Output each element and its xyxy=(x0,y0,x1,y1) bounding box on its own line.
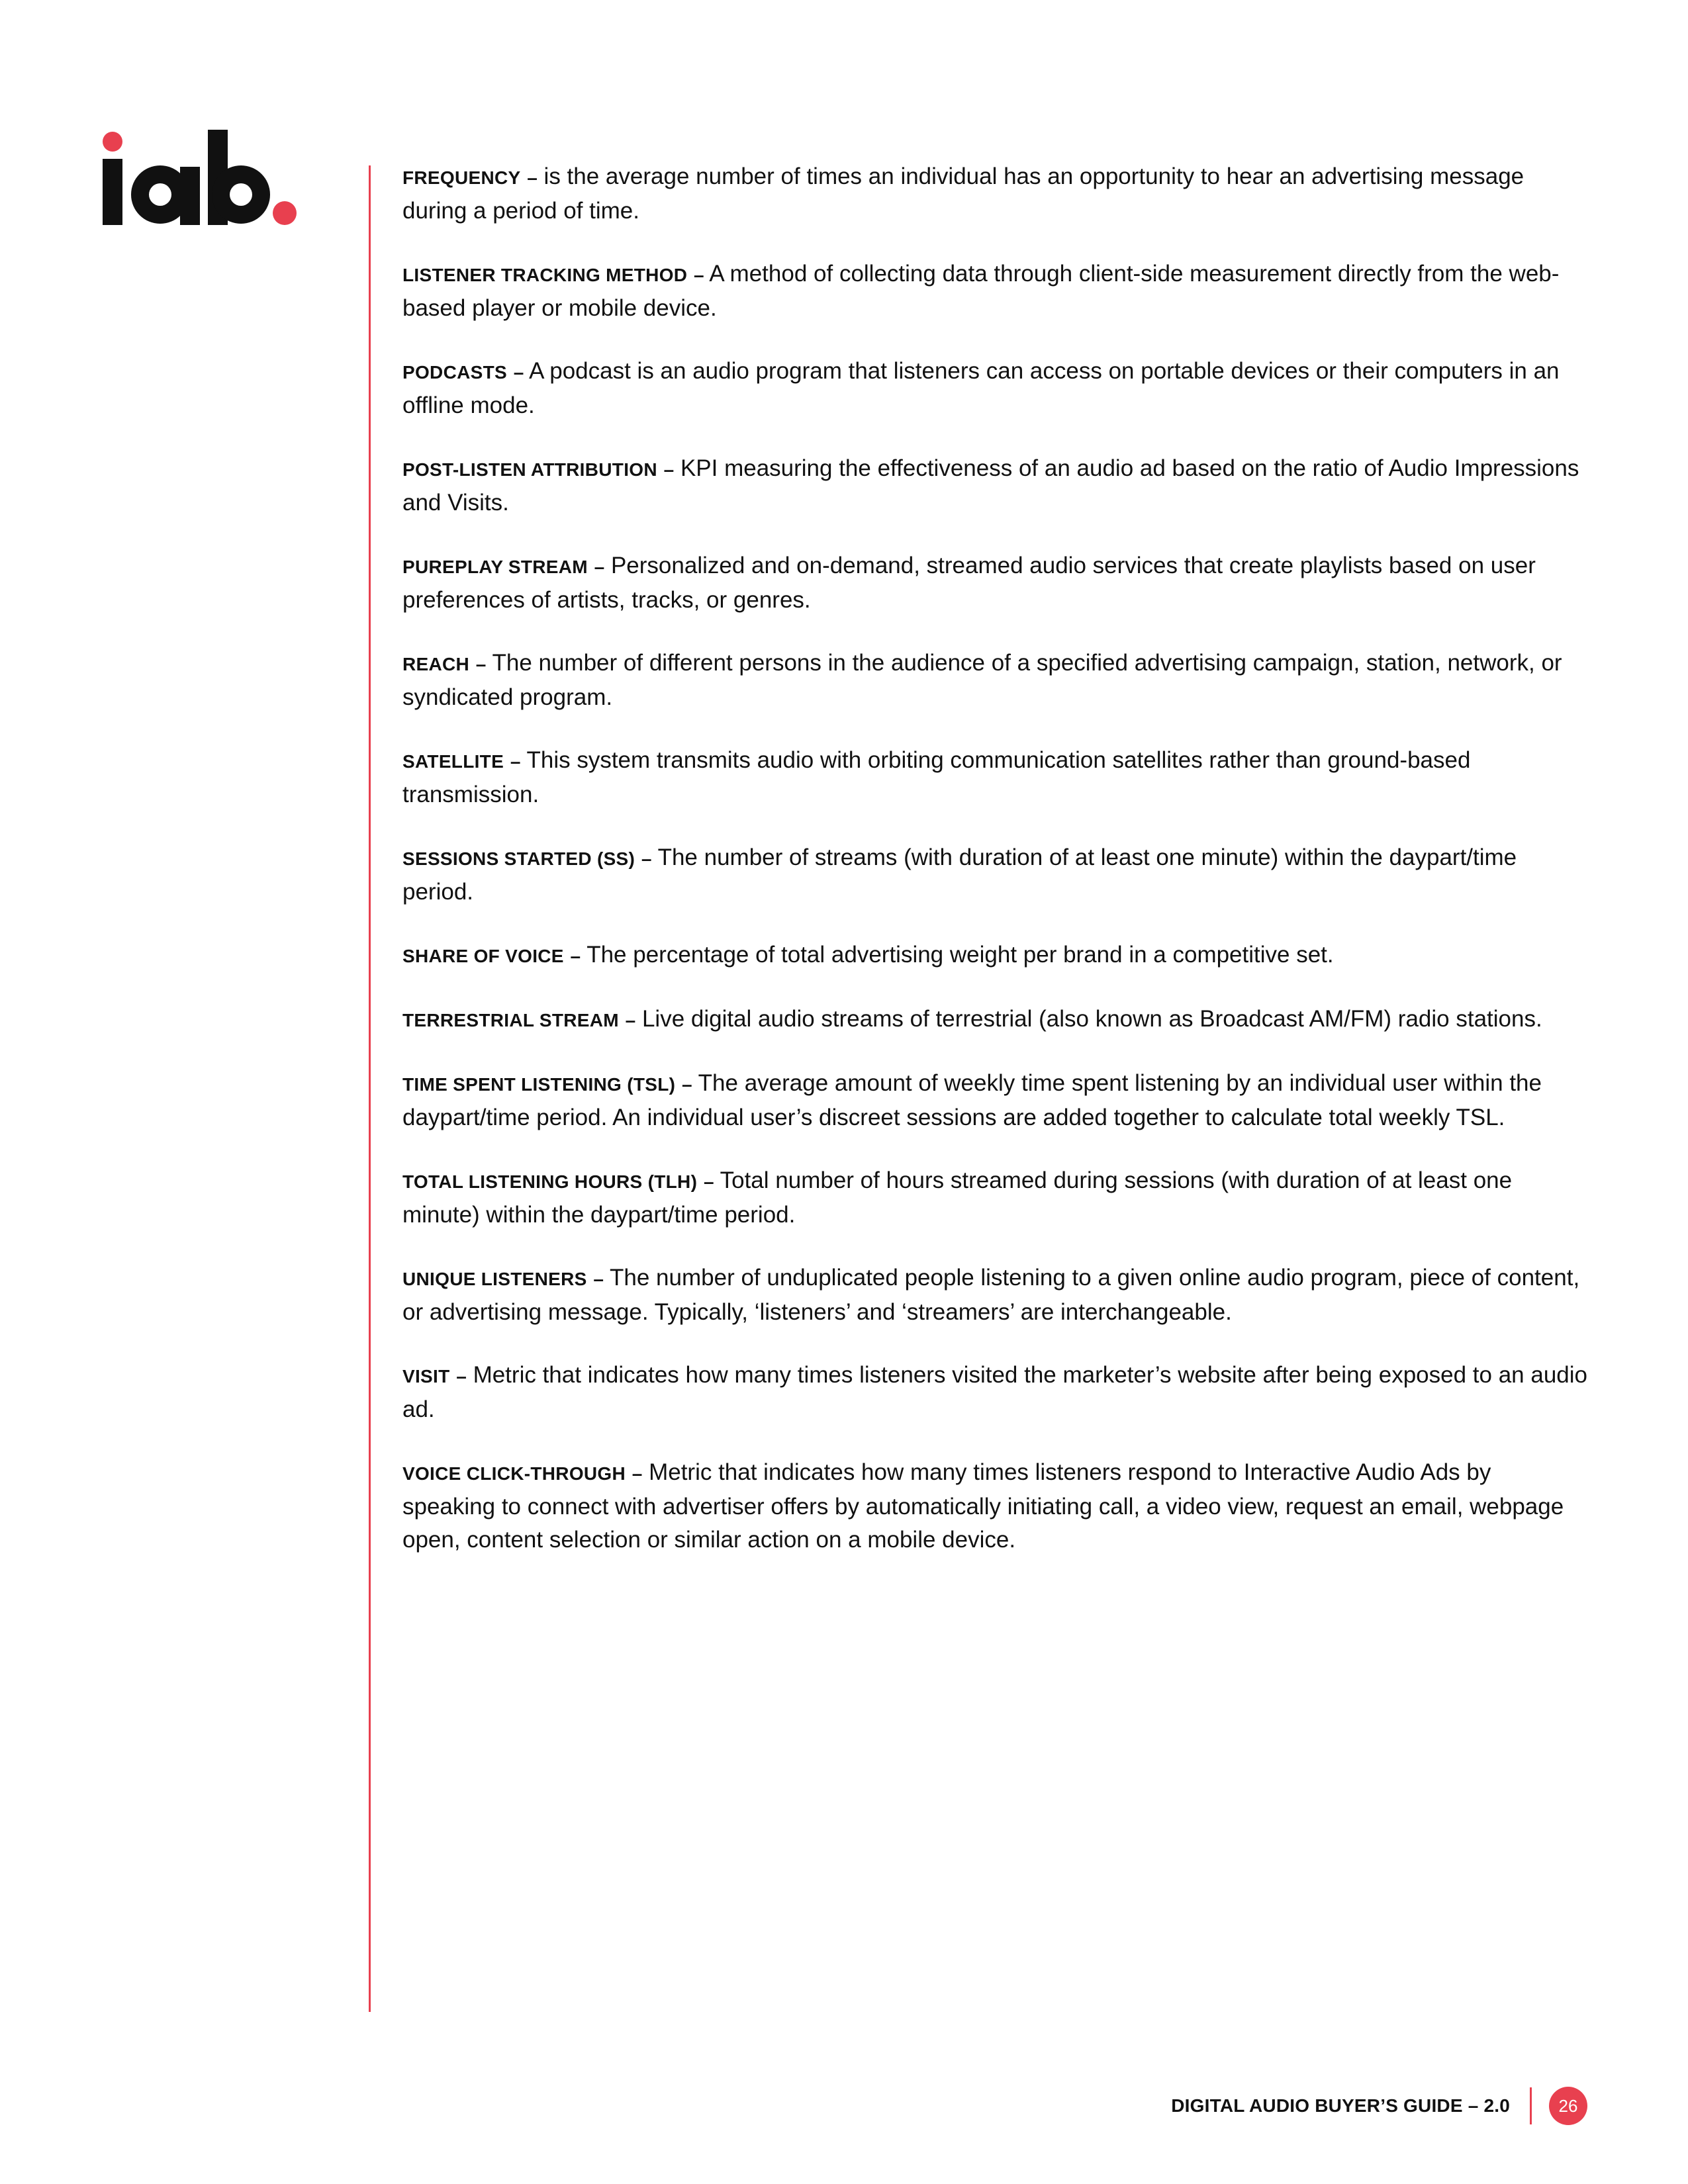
glossary-definition: The average amount of weekly time spent listening by an individual user within the daypart/time period. An individual user’s discreet sessions are added together to calculate total weekly TSL. xyxy=(402,1070,1542,1130)
term-separator: – xyxy=(456,1366,467,1387)
glossary-definition: A method of collecting data through client-side measurement directly from the web-based player or mobile device. xyxy=(402,261,1560,321)
glossary-definition: is the average number of times an individual has an opportunity to hear an advertising message during a period of time. xyxy=(402,163,1524,224)
glossary-definition: KPI measuring the effectiveness of an audio ad based on the ratio of Audio Impressions and Visits. xyxy=(402,455,1579,516)
glossary-entry xyxy=(402,355,1587,422)
glossary-definition: Live digital audio streams of terrestrial (also known as Broadcast AM/FM) radio stations. xyxy=(641,1006,1542,1032)
term-separator: – xyxy=(527,167,538,188)
glossary-term: VOICE CLICK-THROUGH xyxy=(402,1463,626,1484)
glossary-definition: Personalized and on-demand, streamed audio services that create playlists based on user preferences of artists, tracks, or genres. xyxy=(402,553,1536,613)
glossary-definition: Metric that indicates how many times listeners respond to Interactive Audio Ads by speaking to connect with advertiser offers by automatically initiating call, a video view, request an email, webpage open, content selection or similar action on a mobile device. xyxy=(402,1459,1564,1553)
glossary-entry xyxy=(402,1359,1587,1426)
term-separator: – xyxy=(625,1010,636,1030)
footer-divider xyxy=(1530,2087,1532,2124)
glossary-definition: The percentage of total advertising weight per brand in a competitive set. xyxy=(586,942,1334,968)
glossary-definition: The number of streams (with duration of at least one minute) within the daypart/time period. xyxy=(402,844,1517,905)
glossary-entry xyxy=(402,549,1587,617)
glossary-entry xyxy=(402,1261,1587,1329)
glossary-definition: Total number of hours streamed during sessions (with duration of at least one minute) within the daypart/time period. xyxy=(402,1167,1513,1228)
term-separator: – xyxy=(641,848,652,869)
term-separator: – xyxy=(632,1463,643,1484)
page-number-badge: 26 xyxy=(1549,2087,1587,2125)
term-separator: – xyxy=(570,946,581,966)
term-separator: – xyxy=(593,1269,604,1289)
footer-title: DIGITAL AUDIO BUYER’S GUIDE – 2.0 xyxy=(1171,2095,1510,2116)
glossary-definition: The number of unduplicated people listening to a given online audio program, piece of content, or advertising message. Typically, ‘listeners’ and ‘streamers’ are interchangeable. xyxy=(402,1265,1580,1325)
glossary-term: LISTENER TRACKING METHOD xyxy=(402,265,688,285)
glossary-definition: Metric that indicates how many times listeners visited the marketer’s website after being exposed to an audio ad. xyxy=(402,1362,1587,1422)
glossary-term: REACH xyxy=(402,654,470,674)
glossary-definition: This system transmits audio with orbiting communication satellites rather than ground-based transmission. xyxy=(402,747,1471,807)
glossary-entry xyxy=(402,257,1587,325)
glossary-entry xyxy=(402,647,1587,714)
glossary-term: VISIT xyxy=(402,1366,450,1387)
glossary-entry xyxy=(402,1003,1587,1037)
glossary-term: SHARE OF VOICE xyxy=(402,946,564,966)
glossary-entry xyxy=(402,160,1587,228)
term-separator: – xyxy=(594,557,605,577)
glossary-term: TIME SPENT LISTENING (TSL) xyxy=(402,1074,676,1095)
glossary-entry xyxy=(402,1067,1587,1134)
vertical-divider xyxy=(369,165,371,2012)
glossary-entry xyxy=(402,744,1587,811)
term-separator: – xyxy=(694,265,704,285)
glossary-entry xyxy=(402,841,1587,909)
glossary-entry xyxy=(402,1164,1587,1232)
glossary-term: POST-LISTEN ATTRIBUTION xyxy=(402,459,657,480)
page-footer xyxy=(1171,2086,1587,2126)
term-separator: – xyxy=(663,459,675,480)
glossary-term: SESSIONS STARTED (SS) xyxy=(402,848,635,869)
glossary-term: FREQUENCY xyxy=(402,167,521,188)
glossary-term: TOTAL LISTENING HOURS (TLH) xyxy=(402,1171,698,1192)
term-separator: – xyxy=(703,1171,714,1192)
iab-logo xyxy=(99,130,298,229)
glossary-entry xyxy=(402,938,1587,973)
glossary-entry xyxy=(402,1456,1587,1557)
glossary-term: TERRESTRIAL STREAM xyxy=(402,1010,619,1030)
term-separator: – xyxy=(475,654,487,674)
term-separator: – xyxy=(513,362,524,383)
glossary-term: PUREPLAY STREAM xyxy=(402,557,588,577)
glossary-term: UNIQUE LISTENERS xyxy=(402,1269,587,1289)
glossary-term: PODCASTS xyxy=(402,362,507,383)
term-separator: – xyxy=(510,751,521,772)
term-separator: – xyxy=(681,1074,692,1095)
glossary-definition: The number of different persons in the audience of a specified advertising campaign, station, network, or syndicated program. xyxy=(402,650,1562,710)
glossary-list xyxy=(402,160,1587,1586)
glossary-entry xyxy=(402,452,1587,520)
glossary-definition: A podcast is an audio program that listeners can access on portable devices or their computers in an offline mode. xyxy=(402,358,1560,418)
glossary-term: SATELLITE xyxy=(402,751,504,772)
iab-logo-graphic xyxy=(99,130,298,229)
